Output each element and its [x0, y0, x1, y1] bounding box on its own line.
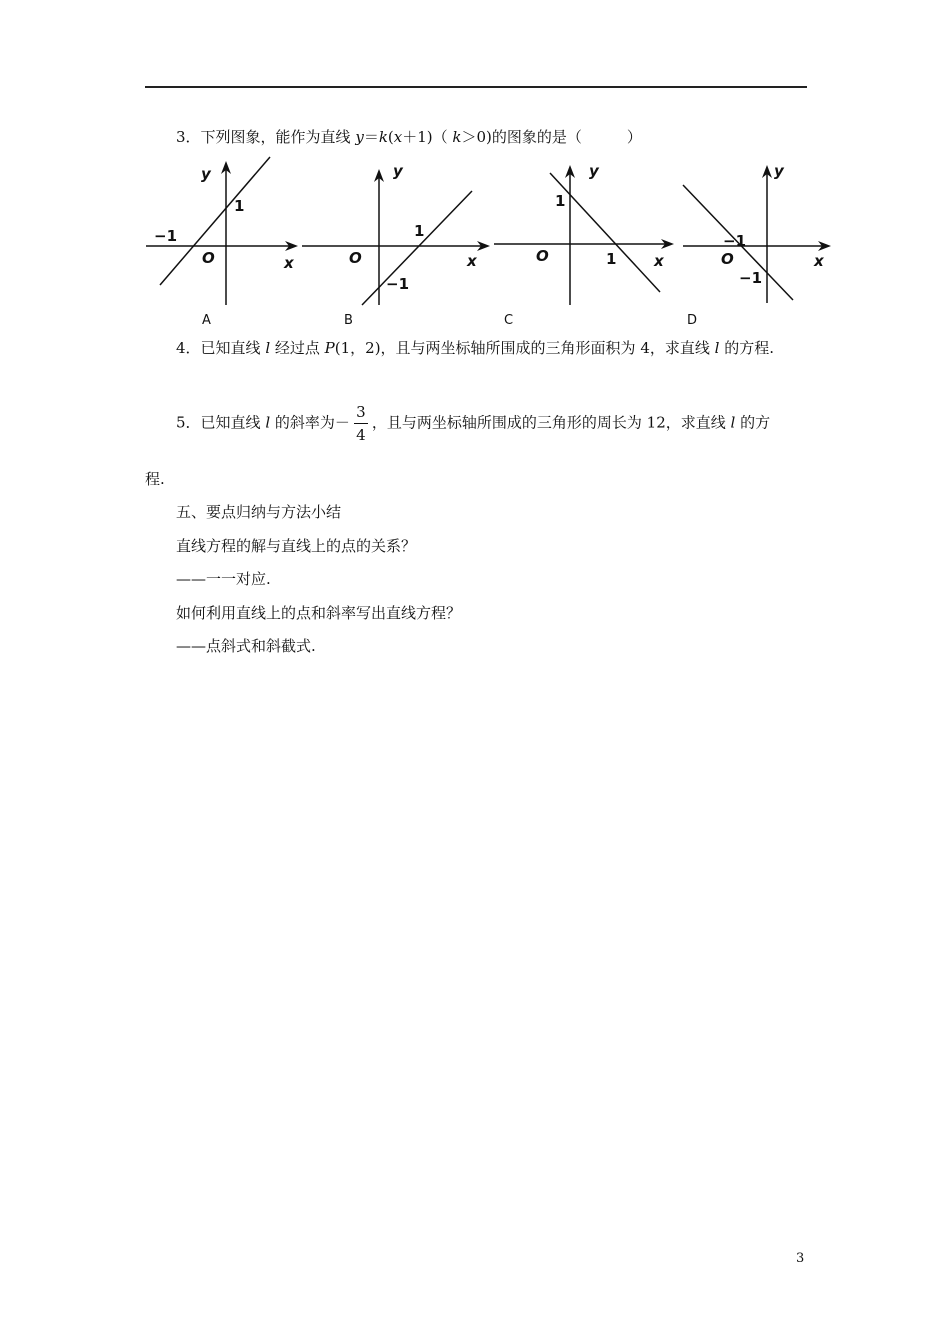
- y-axis-label: y: [589, 162, 599, 180]
- choice-c-label: C: [504, 313, 514, 328]
- question-5: 5．已知直线 l 的斜率为－ $\frac{3}{4}$ ，且与两坐标轴所围成的三角形的周长为 12，求直线 l 的方: [176, 403, 771, 444]
- x-intercept-label: −1: [723, 232, 747, 250]
- x-intercept-label: 1: [606, 250, 617, 268]
- x-axis-label: x: [284, 254, 294, 272]
- x-axis-label: x: [654, 252, 664, 270]
- graph-c: [494, 155, 679, 310]
- fraction: $\frac{3}{4}$: [354, 402, 368, 445]
- origin-label: O: [349, 249, 362, 267]
- page-number: 3: [796, 1251, 805, 1266]
- question-5-continued: 程.: [145, 470, 165, 488]
- y-axis-label: y: [393, 162, 403, 180]
- origin-label: O: [721, 250, 734, 268]
- graph-a: [146, 155, 306, 310]
- y-axis-label: y: [774, 162, 784, 180]
- y-intercept-label: 1: [555, 192, 566, 210]
- choice-d-label: D: [687, 313, 698, 328]
- origin-label: O: [536, 247, 549, 265]
- x-intercept-label: −1: [154, 227, 178, 245]
- summary-question-2: 如何利用直线上的点和斜率写出直线方程？: [176, 604, 462, 622]
- origin-label: O: [202, 249, 215, 267]
- y-intercept-label: −1: [386, 275, 410, 293]
- choice-a-label: A: [202, 313, 211, 328]
- header-rule: [145, 86, 807, 88]
- graph-b: [302, 155, 497, 310]
- summary-question-1: 直线方程的解与直线上的点的关系？: [176, 537, 417, 555]
- question-4: 4．已知直线 l 经过点 P(1，2)，且与两坐标轴所围成的三角形面积为 4，求直线 l 的方程.: [176, 339, 774, 357]
- x-intercept-label: 1: [414, 222, 425, 240]
- y-intercept-label: 1: [234, 197, 245, 215]
- x-axis-label: x: [467, 252, 477, 270]
- summary-heading: 五、要点归纳与方法小结: [176, 503, 342, 521]
- x-axis-label: x: [814, 252, 824, 270]
- question-3: 3．下列图象，能作为直线 y＝k(x＋1)（ k＞0)的图象的是（ ）: [176, 128, 642, 146]
- summary-answer-2: ——点斜式和斜截式.: [176, 637, 316, 655]
- summary-answer-1: ——一一对应.: [176, 570, 271, 588]
- graph-d: [683, 155, 838, 310]
- y-axis-label: y: [201, 165, 211, 183]
- y-intercept-label: −1: [739, 269, 763, 287]
- choice-b-label: B: [344, 313, 353, 328]
